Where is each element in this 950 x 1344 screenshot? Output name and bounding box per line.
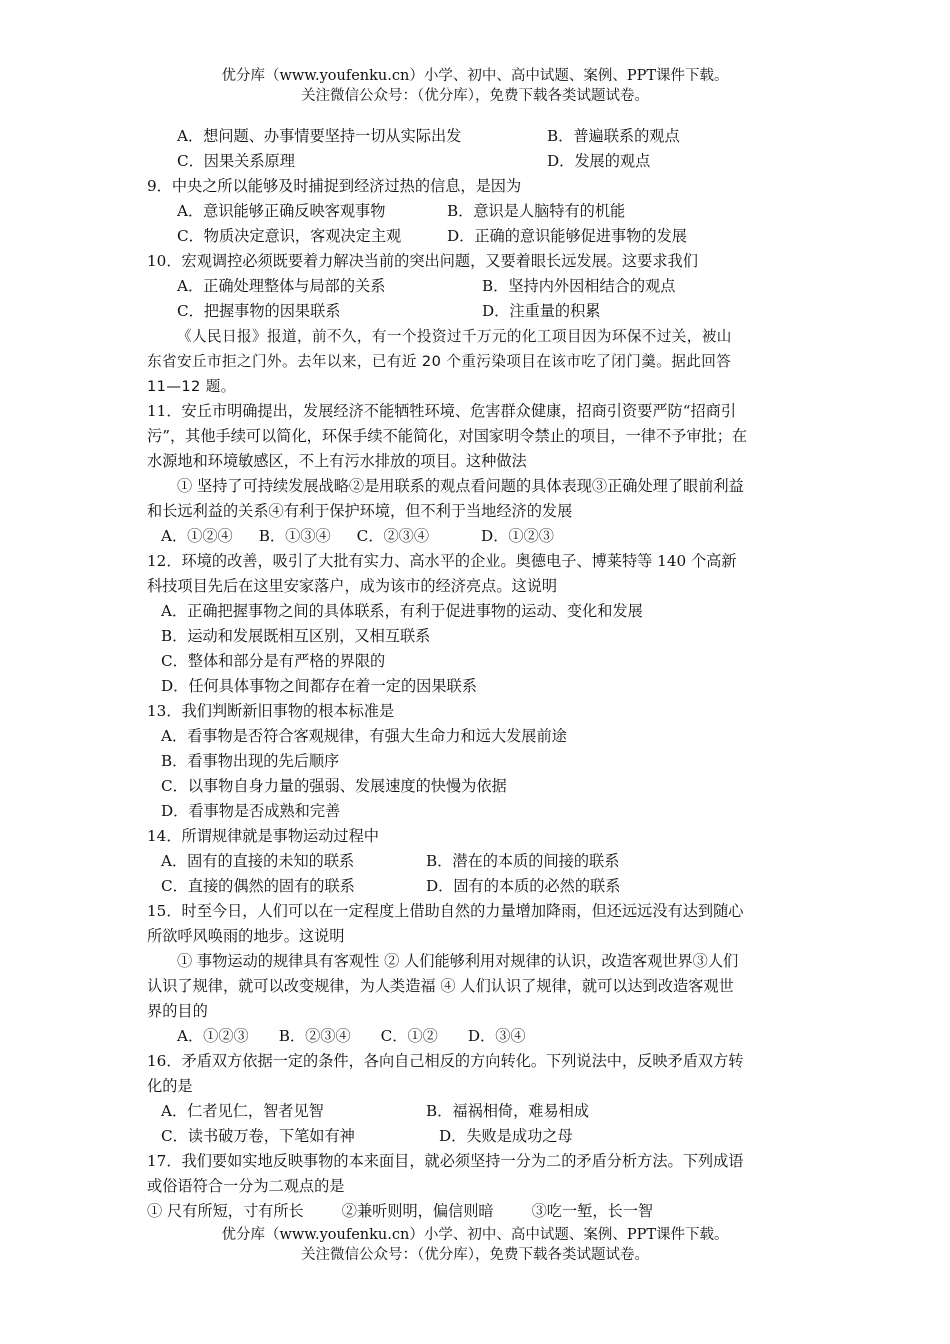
q10-option-c: C．把握事物的因果联系 xyxy=(177,302,341,320)
q13-option-b: B．看事物出现的先后顺序 xyxy=(161,752,340,770)
q11-stem-line-1: 11．安丘市明确提出，发展经济不能牺牲环境、危害群众健康，招商引资要严防“招商引 xyxy=(147,402,737,420)
q10-options-row-2 xyxy=(147,299,812,324)
q11-option-d: D．①②③ xyxy=(481,527,554,545)
q14-option-d: D．固有的本质的必然的联系 xyxy=(426,877,621,895)
page-footer xyxy=(0,1225,950,1265)
q15-option-a: A．①②③ xyxy=(177,1027,249,1045)
q15-option-b: B．②③④ xyxy=(278,1027,351,1045)
q9-options-row-1 xyxy=(147,199,812,224)
q8-option-b: B．普遍联系的观点 xyxy=(547,127,680,145)
q16-options-row-1 xyxy=(147,1099,812,1124)
q11-option-a: A．①②④ xyxy=(161,527,233,545)
q9-options-row-2 xyxy=(147,224,812,249)
material-line-3: 11—12 题。 xyxy=(147,378,236,395)
q14-stem: 14．所谓规律就是事物运动过程中 xyxy=(147,827,379,845)
q12-stem-line-2: 科技项目先后在这里安家落户，成为该市的经济亮点。这说明 xyxy=(147,577,558,595)
q16-option-c: C．读书破万卷，下笔如有神 xyxy=(161,1127,355,1145)
q14-options-row-2 xyxy=(147,874,812,899)
material-line-2: 东省安丘市拒之门外。去年以来，已有近 20 个重污染项目在该市吃了闭门羹。据此回答 xyxy=(147,353,732,370)
q17-statement-3: ③吃一堑，长一智 xyxy=(531,1202,654,1220)
q11-stem-line-3: 水源地和环境敏感区，不上有污水排放的项目。这种做法 xyxy=(147,452,527,470)
page-header xyxy=(0,66,950,106)
q12-stem-line-1: 12．环境的改善，吸引了大批有实力、高水平的企业。奥德电子、博莱特等 140 个高新 xyxy=(147,552,737,570)
q9-option-c: C．物质决定意识，客观决定主观 xyxy=(177,227,402,245)
q17-statements xyxy=(147,1199,812,1224)
q15-statements-line-3: 界的目的 xyxy=(147,1002,208,1020)
q16-stem-line-1: 16．矛盾双方依据一定的条件，各向自己相反的方向转化。下列说法中，反映矛盾双方转 xyxy=(147,1052,744,1070)
material-line-1: 《人民日报》报道，前不久，有一个投资过千万元的化工项目因为环保不过关，被山 xyxy=(177,328,732,345)
q11-option-b: B．①③④ xyxy=(258,527,331,545)
footer-line-1: 优分库（www.youfenku.cn）小学、初中、高中试题、案例、PPT课件下载。 xyxy=(221,1227,729,1243)
q8-option-c: C．因果关系原理 xyxy=(177,152,295,170)
q11-statements-line-1: ① 坚持了可持续发展战略②是用联系的观点看问题的具体表现③正确处理了眼前利益 xyxy=(177,477,744,495)
q12-option-d: D．任何具体事物之间都存在着一定的因果联系 xyxy=(161,677,477,695)
q16-stem-line-2: 化的是 xyxy=(147,1077,193,1095)
q17-stem-line-1: 17．我们要如实地反映事物的本来面目，就必须坚持一分为二的矛盾分析方法。下列成语 xyxy=(147,1152,744,1170)
q10-option-d: D．注重量的积累 xyxy=(482,302,601,320)
q11-option-c: C．②③④ xyxy=(356,527,430,545)
q13-stem: 13．我们判断新旧事物的根本标准是 xyxy=(147,702,395,720)
q12-option-a: A．正确把握事物之间的具体联系，有利于促进事物的运动、变化和发展 xyxy=(161,602,643,620)
q15-stem-line-1: 15．时至今日，人们可以在一定程度上借助自然的力量增加降雨，但还远远没有达到随心 xyxy=(147,902,744,920)
header-line-1: 优分库（www.youfenku.cn）小学、初中、高中试题、案例、PPT课件下载。 xyxy=(221,68,729,84)
q16-option-b: B．福祸相倚，难易相成 xyxy=(426,1102,590,1120)
q17-statement-2: ②兼听则明，偏信则暗 xyxy=(341,1202,494,1220)
q15-statements-line-1: ① 事物运动的规律具有客观性 ② 人们能够利用对规律的认识，改造客观世界③人们 xyxy=(177,952,739,970)
q9-option-b: B．意识是人脑特有的机能 xyxy=(447,202,626,220)
q14-option-a: A．固有的直接的未知的联系 xyxy=(161,852,355,870)
q8-option-a: A．想问题、办事情要坚持一切从实际出发 xyxy=(177,127,462,145)
q13-option-c: C．以事物自身力量的强弱、发展速度的快慢为依据 xyxy=(161,777,507,795)
q15-option-c: C．①② xyxy=(380,1027,438,1045)
q14-option-b: B．潜在的本质的间接的联系 xyxy=(426,852,620,870)
q15-option-d: D．③④ xyxy=(467,1027,526,1045)
q10-option-b: B．坚持内外因相结合的观点 xyxy=(482,277,676,295)
q13-option-a: A．看事物是否符合客观规律，有强大生命力和远大发展前途 xyxy=(161,727,567,745)
q14-option-c: C．直接的偶然的固有的联系 xyxy=(161,877,355,895)
q9-option-d: D．正确的意识能够促进事物的发展 xyxy=(447,227,687,245)
q17-statement-1: ① 尺有所短，寸有所长 xyxy=(147,1202,304,1220)
exam-content xyxy=(147,124,812,1224)
q8-options-row-1 xyxy=(147,124,812,149)
q9-option-a: A．意识能够正确反映客观事物 xyxy=(177,202,386,220)
q10-options-row-1 xyxy=(147,274,812,299)
q10-stem: 10．宏观调控必须既要着力解决当前的突出问题，又要着眼长远发展。这要求我们 xyxy=(147,252,698,270)
q11-stem-line-2: 污”，其他手续可以简化，环保手续不能简化，对国家明令禁止的项目，一律不予审批；在 xyxy=(147,427,748,445)
q8-options-row-2 xyxy=(147,149,812,174)
q16-options-row-2 xyxy=(147,1124,812,1149)
footer-line-2: 关注微信公众号：（优分库），免费下载各类试题试卷。 xyxy=(301,1247,649,1263)
q16-option-d: D．失败是成功之母 xyxy=(439,1127,573,1145)
q14-options-row-1 xyxy=(147,849,812,874)
q9-stem: 9．中央之所以能够及时捕捉到经济过热的信息，是因为 xyxy=(147,177,522,195)
q12-option-c: C．整体和部分是有严格的界限的 xyxy=(161,652,386,670)
q10-option-a: A．正确处理整体与局部的关系 xyxy=(177,277,386,295)
q13-option-d: D．看事物是否成熟和完善 xyxy=(161,802,341,820)
q11-options xyxy=(147,524,812,549)
q15-options xyxy=(147,1024,812,1049)
q17-stem-line-2: 或俗语符合一分为二观点的是 xyxy=(147,1177,345,1195)
q16-option-a: A．仁者见仁，智者见智 xyxy=(161,1102,324,1120)
q12-option-b: B．运动和发展既相互区别，又相互联系 xyxy=(161,627,431,645)
q15-stem-line-2: 所欲呼风唤雨的地步。这说明 xyxy=(147,927,345,945)
q11-statements-line-2: 和长远利益的关系④有利于保护环境，但不利于当地经济的发展 xyxy=(147,502,573,520)
header-line-2: 关注微信公众号：（优分库），免费下载各类试题试卷。 xyxy=(301,88,649,104)
q8-option-d: D．发展的观点 xyxy=(547,152,651,170)
q15-statements-line-2: 认识了规律，就可以改变规律，为人类造福 ④ 人们认识了规律，就可以达到改造客观世 xyxy=(147,977,734,995)
